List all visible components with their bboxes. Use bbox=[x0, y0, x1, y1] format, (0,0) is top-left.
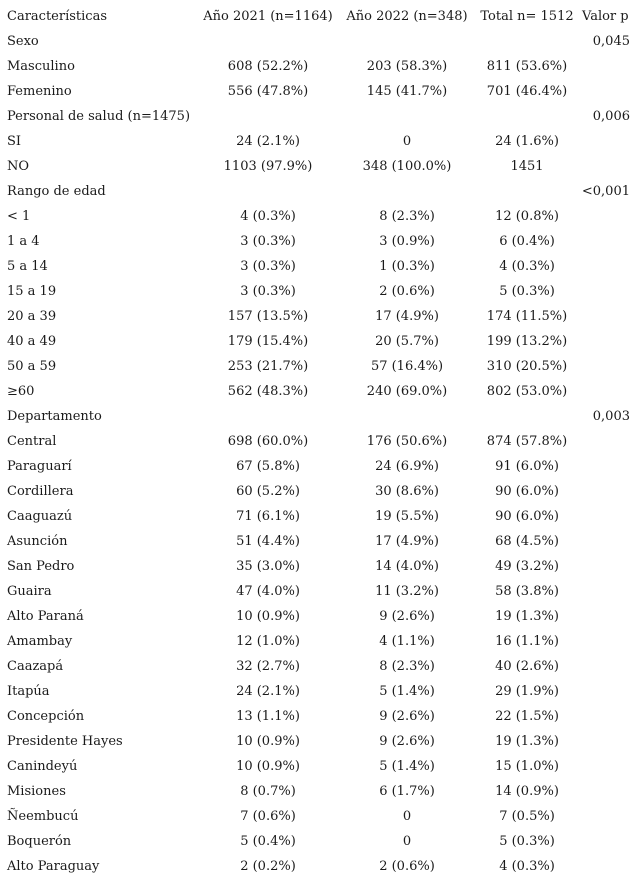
group-row bbox=[0, 404, 644, 429]
row-label: Itapúa bbox=[7, 684, 50, 699]
cell-2021: 51 (4.4%) bbox=[236, 534, 300, 549]
cell-2021: 32 (2.7%) bbox=[236, 659, 300, 674]
row-label: Femenino bbox=[7, 84, 72, 99]
row-label: Central bbox=[7, 434, 57, 449]
table-row bbox=[0, 129, 644, 154]
cell-2021: 24 (2.1%) bbox=[236, 134, 300, 149]
table-header-row bbox=[0, 4, 644, 29]
cell-2022: 14 (4.0%) bbox=[375, 559, 439, 574]
cell-2022: 203 (58.3%) bbox=[366, 59, 448, 74]
cell-total: 199 (13.2%) bbox=[486, 334, 568, 349]
row-label: San Pedro bbox=[7, 559, 75, 574]
row-label: Ñeembucú bbox=[7, 809, 79, 824]
cell-total: 68 (4.5%) bbox=[495, 534, 559, 549]
group-label: Personal de salud (n=1475) bbox=[7, 109, 191, 124]
cell-total: 12 (0.8%) bbox=[495, 209, 559, 224]
cell-2021: 67 (5.8%) bbox=[236, 459, 300, 474]
cell-2022: 30 (8.6%) bbox=[375, 484, 439, 499]
cell-2021: 698 (60.0%) bbox=[227, 434, 309, 449]
cell-total: 174 (11.5%) bbox=[486, 309, 568, 324]
table-row bbox=[0, 54, 644, 79]
cell-2021: 7 (0.6%) bbox=[240, 809, 296, 824]
row-label: 20 a 39 bbox=[7, 309, 57, 324]
table-row bbox=[0, 829, 644, 854]
cell-2021: 35 (3.0%) bbox=[236, 559, 300, 574]
cell-2022: 5 (1.4%) bbox=[379, 684, 435, 699]
cell-total: 24 (1.6%) bbox=[495, 134, 559, 149]
cell-2022: 8 (2.3%) bbox=[379, 659, 435, 674]
cell-total: 310 (20.5%) bbox=[486, 359, 568, 374]
cell-total: 14 (0.9%) bbox=[495, 784, 559, 799]
row-label: Alto Paraná bbox=[7, 609, 84, 624]
cell-total: 7 (0.5%) bbox=[499, 809, 555, 824]
row-label: Cordillera bbox=[7, 484, 74, 499]
row-label: Asunción bbox=[7, 534, 68, 549]
cell-2021: 24 (2.1%) bbox=[236, 684, 300, 699]
cell-2021: 157 (13.5%) bbox=[227, 309, 309, 324]
cell-2022: 176 (50.6%) bbox=[366, 434, 448, 449]
table-row bbox=[0, 379, 644, 404]
group-row bbox=[0, 104, 644, 129]
cell-2022: 9 (2.6%) bbox=[379, 609, 435, 624]
table-row bbox=[0, 604, 644, 629]
group-label: Sexo bbox=[7, 34, 39, 49]
row-label: Misiones bbox=[7, 784, 66, 799]
cell-2021: 556 (47.8%) bbox=[227, 84, 309, 99]
table-row bbox=[0, 154, 644, 179]
table-row bbox=[0, 429, 644, 454]
cell-total: 90 (6.0%) bbox=[495, 484, 559, 499]
row-label: Canindeyú bbox=[7, 759, 78, 774]
header-total: Total n= 1512 bbox=[480, 9, 574, 24]
cell-total: 91 (6.0%) bbox=[495, 459, 559, 474]
row-label: Guaira bbox=[7, 584, 52, 599]
cell-total: 4 (0.3%) bbox=[499, 859, 555, 874]
table-body bbox=[0, 29, 644, 879]
cell-total: 19 (1.3%) bbox=[495, 734, 559, 749]
row-label: 50 a 59 bbox=[7, 359, 57, 374]
cell-2022: 4 (1.1%) bbox=[379, 634, 435, 649]
cell-total: 701 (46.4%) bbox=[486, 84, 568, 99]
cell-total: 29 (1.9%) bbox=[495, 684, 559, 699]
header-year-2022: Año 2022 (n=348) bbox=[346, 9, 468, 24]
table-row bbox=[0, 679, 644, 704]
cell-2021: 10 (0.9%) bbox=[236, 734, 300, 749]
group-row bbox=[0, 29, 644, 54]
p-value-cell: 0,006 bbox=[592, 109, 630, 124]
row-label: Paraguarí bbox=[7, 459, 72, 474]
table-row bbox=[0, 204, 644, 229]
cell-2022: 57 (16.4%) bbox=[370, 359, 444, 374]
table-row bbox=[0, 354, 644, 379]
cell-2021: 10 (0.9%) bbox=[236, 609, 300, 624]
cell-2021: 60 (5.2%) bbox=[236, 484, 300, 499]
group-label: Rango de edad bbox=[7, 184, 106, 199]
cell-total: 4 (0.3%) bbox=[499, 259, 555, 274]
row-label: SI bbox=[7, 134, 22, 149]
cell-2021: 12 (1.0%) bbox=[236, 634, 300, 649]
table-row bbox=[0, 254, 644, 279]
cell-total: 16 (1.1%) bbox=[495, 634, 559, 649]
cell-2021: 3 (0.3%) bbox=[240, 259, 296, 274]
row-label: 15 a 19 bbox=[7, 284, 57, 299]
cell-2022: 19 (5.5%) bbox=[375, 509, 439, 524]
row-label: Alto Paraguay bbox=[7, 859, 100, 874]
characteristics-table bbox=[0, 4, 644, 879]
row-label: 40 a 49 bbox=[7, 334, 57, 349]
cell-total: 19 (1.3%) bbox=[495, 609, 559, 624]
header-p-value: Valor p bbox=[582, 9, 629, 24]
p-value-cell: 0,003 bbox=[592, 409, 630, 424]
cell-2022: 17 (4.9%) bbox=[375, 534, 439, 549]
cell-2021: 71 (6.1%) bbox=[236, 509, 300, 524]
cell-2022: 3 (0.9%) bbox=[379, 234, 435, 249]
cell-total: 15 (1.0%) bbox=[495, 759, 559, 774]
cell-2021: 253 (21.7%) bbox=[227, 359, 309, 374]
header-characteristic: Características bbox=[7, 9, 107, 24]
cell-total: 5 (0.3%) bbox=[499, 834, 555, 849]
table-row bbox=[0, 329, 644, 354]
cell-2021: 3 (0.3%) bbox=[240, 284, 296, 299]
group-label: Departamento bbox=[7, 409, 102, 424]
cell-total: 58 (3.8%) bbox=[495, 584, 559, 599]
cell-total: 22 (1.5%) bbox=[495, 709, 559, 724]
cell-2022: 0 bbox=[402, 834, 412, 849]
table-row bbox=[0, 504, 644, 529]
cell-2021: 10 (0.9%) bbox=[236, 759, 300, 774]
table-row bbox=[0, 279, 644, 304]
cell-total: 1451 bbox=[510, 159, 544, 174]
cell-2022: 5 (1.4%) bbox=[379, 759, 435, 774]
cell-2021: 3 (0.3%) bbox=[240, 234, 296, 249]
cell-2021: 179 (15.4%) bbox=[227, 334, 309, 349]
cell-2022: 8 (2.3%) bbox=[379, 209, 435, 224]
cell-total: 40 (2.6%) bbox=[495, 659, 559, 674]
cell-2022: 2 (0.6%) bbox=[379, 284, 435, 299]
row-label: Presidente Hayes bbox=[7, 734, 123, 749]
cell-total: 49 (3.2%) bbox=[495, 559, 559, 574]
cell-2021: 13 (1.1%) bbox=[236, 709, 300, 724]
row-label: Masculino bbox=[7, 59, 75, 74]
row-label: ≥60 bbox=[7, 384, 35, 399]
table-row bbox=[0, 79, 644, 104]
row-label: Concepción bbox=[7, 709, 85, 724]
table-row bbox=[0, 304, 644, 329]
row-label: 1 a 4 bbox=[7, 234, 40, 249]
row-label: Boquerón bbox=[7, 834, 72, 849]
table-row bbox=[0, 479, 644, 504]
table-row bbox=[0, 454, 644, 479]
row-label: Caaguazú bbox=[7, 509, 73, 524]
cell-2021: 8 (0.7%) bbox=[240, 784, 296, 799]
cell-2022: 1 (0.3%) bbox=[379, 259, 435, 274]
cell-total: 5 (0.3%) bbox=[499, 284, 555, 299]
cell-2021: 1103 (97.9%) bbox=[223, 159, 313, 174]
table-row bbox=[0, 529, 644, 554]
table-row bbox=[0, 854, 644, 879]
cell-2022: 240 (69.0%) bbox=[366, 384, 448, 399]
group-row bbox=[0, 179, 644, 204]
table-row bbox=[0, 654, 644, 679]
cell-total: 6 (0.4%) bbox=[499, 234, 555, 249]
cell-2022: 0 bbox=[402, 809, 412, 824]
table-row bbox=[0, 754, 644, 779]
cell-2021: 4 (0.3%) bbox=[240, 209, 296, 224]
cell-2021: 608 (52.2%) bbox=[227, 59, 309, 74]
cell-2022: 6 (1.7%) bbox=[379, 784, 435, 799]
p-value-cell: 0,045 bbox=[592, 34, 630, 49]
table-row bbox=[0, 804, 644, 829]
row-label: Caazapá bbox=[7, 659, 64, 674]
cell-2022: 348 (100.0%) bbox=[362, 159, 452, 174]
table-row bbox=[0, 579, 644, 604]
table-row bbox=[0, 629, 644, 654]
cell-2021: 5 (0.4%) bbox=[240, 834, 296, 849]
header-year-2021: Año 2021 (n=1164) bbox=[203, 9, 333, 24]
table-row bbox=[0, 729, 644, 754]
table-row bbox=[0, 704, 644, 729]
cell-total: 90 (6.0%) bbox=[495, 509, 559, 524]
cell-total: 874 (57.8%) bbox=[486, 434, 568, 449]
cell-total: 802 (53.0%) bbox=[486, 384, 568, 399]
cell-2021: 562 (48.3%) bbox=[227, 384, 309, 399]
table-row bbox=[0, 554, 644, 579]
cell-2022: 9 (2.6%) bbox=[379, 734, 435, 749]
cell-2022: 9 (2.6%) bbox=[379, 709, 435, 724]
cell-2022: 145 (41.7%) bbox=[366, 84, 448, 99]
table-row bbox=[0, 779, 644, 804]
row-label: NO bbox=[7, 159, 30, 174]
cell-2022: 24 (6.9%) bbox=[375, 459, 439, 474]
cell-2022: 20 (5.7%) bbox=[375, 334, 439, 349]
cell-2022: 2 (0.6%) bbox=[379, 859, 435, 874]
row-label: < 1 bbox=[7, 209, 31, 224]
table-row bbox=[0, 229, 644, 254]
cell-2021: 2 (0.2%) bbox=[240, 859, 296, 874]
cell-2022: 11 (3.2%) bbox=[375, 584, 439, 599]
cell-2022: 17 (4.9%) bbox=[375, 309, 439, 324]
p-value-cell: <0,001 bbox=[581, 184, 630, 199]
row-label: Amambay bbox=[7, 634, 73, 649]
cell-2022: 0 bbox=[402, 134, 412, 149]
cell-total: 811 (53.6%) bbox=[486, 59, 568, 74]
row-label: 5 a 14 bbox=[7, 259, 48, 274]
cell-2021: 47 (4.0%) bbox=[236, 584, 300, 599]
